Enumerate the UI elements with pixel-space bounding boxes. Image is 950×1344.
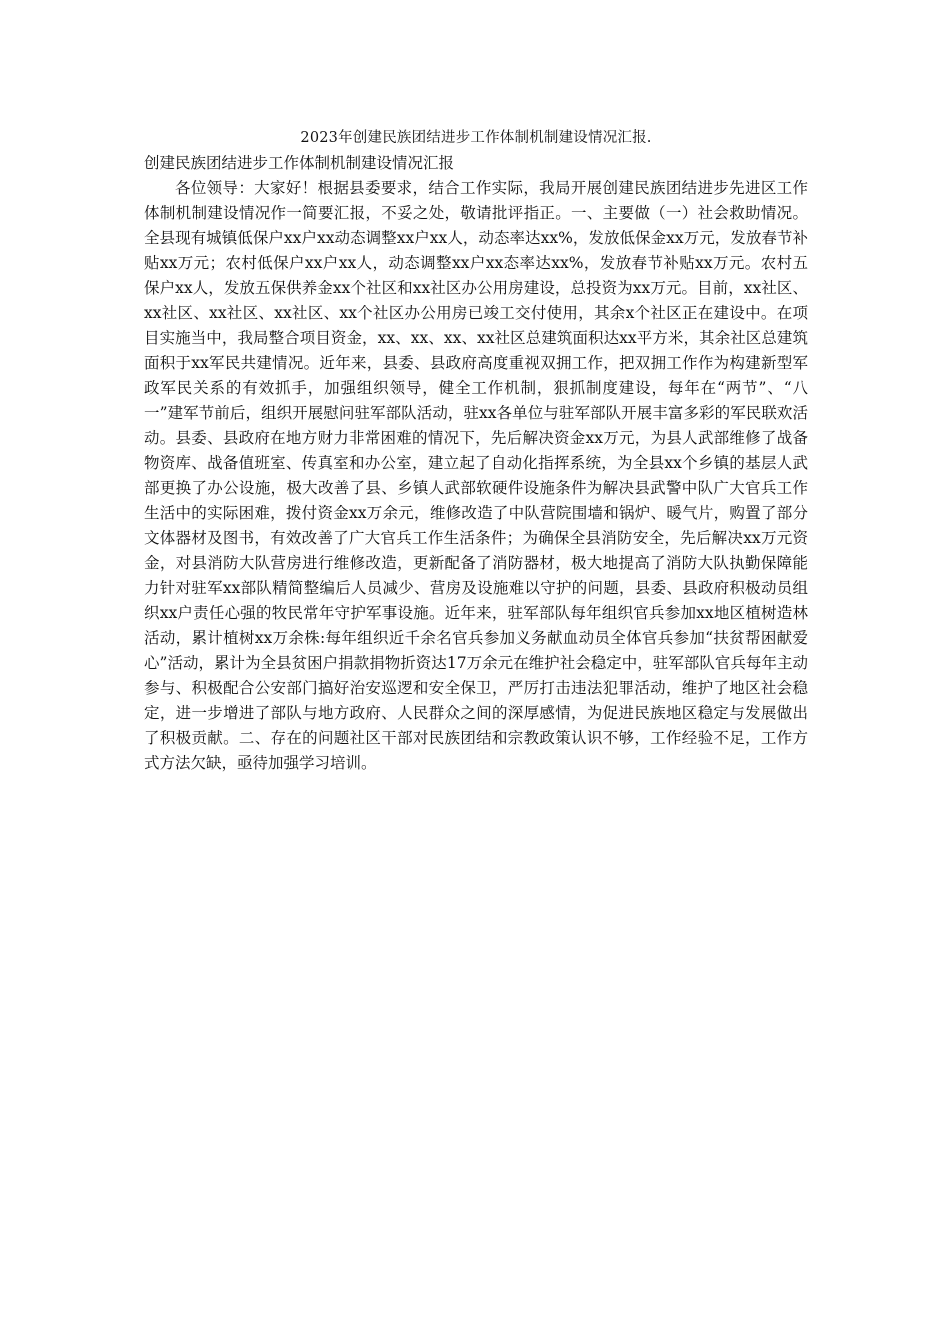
document-subtitle: 创建民族团结进步工作体制机制建设情况汇报	[144, 154, 455, 172]
document-content	[144, 128, 808, 776]
document-body-paragraph: 各位领导：大家好！根据县委要求，结合工作实际，我局开展创建民族团结进步先进区工作体制机制建设情况作一简要汇报，不妥之处，敬请批评指正。一、主要做（一）社会救助情况。全县现有城镇低保户xx户xx动态调整xx户xx人，动态率达xx%，发放低保金xx万元，发放春节补贴xx万元；农村低保户xx户xx人，动态调整xx户xx态率达xx%，发放春节补贴xx万元。农村五保户xx人，发放五保供养金xx个社区和xx社区办公用房建设，总投资为xx万元。目前，xx社区、xx社区、xx社区、xx社区、xx个社区办公用房已竣工交付使用，其余x个社区正在建设中。在项目实施当中，我局整合项目资金，xx、xx、xx、xx社区总建筑面积达xx平方米，其余社区总建筑面积于xx军民共建情况。近年来，县委、县政府高度重视双拥工作，把双拥工作作为构建新型军政军民关系的有效抓手，加强组织领导，健全工作机制，狠抓制度建设，每年在“两节”、“八一”建军节前后，组织开展慰问驻军部队活动，驻xx各单位与驻军部队开展丰富多彩的军民联欢活动。县委、县政府在地方财力非常困难的情况下，先后解决资金xx万元，为县人武部维修了战备物资库、战备值班室、传真室和办公室，建立起了自动化指挥系统，为全县xx个乡镇的基层人武部更换了办公设施，极大改善了县、乡镇人武部软硬件设施条件为解决县武警中队广大官兵工作生活中的实际困难，拨付资金xx万余元，维修改造了中队营院围墙和锅炉、暖气片，购置了部分文体器材及图书，有效改善了广大官兵工作生活条件；为确保全县消防安全，先后解决xx万元资金，对县消防大队营房进行维修改造，更新配备了消防器材，极大地提高了消防大队执勤保障能力针对驻军xx部队精简整编后人员减少、营房及设施难以守护的问题，县委、县政府积极动员组织xx户责任心强的牧民常年守护军事设施。近年来，驻军部队每年组织官兵参加xx地区植树造林活动，累计植树xx万余株:每年组织近千余名官兵参加义务献血动员全体官兵参加“扶贫帮困献爱心”活动，累计为全县贫困户捐款捐物折资达17万余元在维护社会稳定中，驻军部队官兵每年主动参与、积极配合公安部门搞好治安巡逻和安全保卫，严厉打击违法犯罪活动，维护了地区社会稳定，进一步增进了部队与地方政府、人民群众之间的深厚感情，为促进民族地区稳定与发展做出了积极贡献。二、存在的问题社区干部对民族团结和宗教政策认识不够，工作经验不足，工作方式方法欠缺，亟待加强学习培训。	[144, 179, 808, 772]
document-title: 2023年创建民族团结进步工作体制机制建设情况汇报.	[300, 130, 652, 146]
